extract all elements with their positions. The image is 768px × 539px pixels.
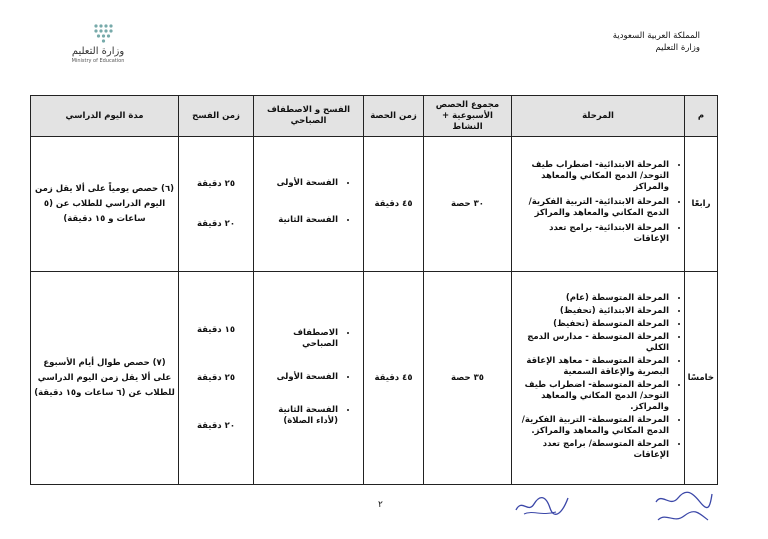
row-number: خامسًا [685,272,718,485]
table-row [31,272,718,485]
break-times-cell [179,272,254,485]
logo-text-en: Ministry of Education [71,58,125,64]
breaks-cell [254,272,364,485]
breaks-cell [254,137,364,272]
list-item: • المرحلة المتوسطة (تحفيظ) [515,319,669,330]
break-time: ٢٥ دقيقة [196,179,236,189]
break-time: ٢٠ دقيقة [196,421,236,431]
stage-cell [512,272,685,485]
list-item: • المرحلة المتوسطة- اضطراب طيف التوحد/ الدمج المكاني والمعاهد والمراكز. [515,380,669,413]
ministry-logo [58,22,138,64]
list-item: • الفسحة الثانية (لأداء الصلاة) [257,405,338,427]
list-item: • المرحلة المتوسطة- التربية الفكرية/ الدمج المكاني والمعاهد والمراكز. [515,415,669,437]
table-header-row [31,96,718,137]
break-time: ٢٥ دقيقة [196,373,236,383]
list-item: • المرحلة المتوسطة/ برامج تعدد الإعاقات [515,439,669,461]
break-times-cell [179,137,254,272]
col-header-stage: المرحلة [512,96,685,137]
list-item: • المرحلة الابتدائية (تحفيظ) [515,306,669,317]
page-number: ٢ [378,500,383,510]
break-time: ٢٠ دقيقة [196,219,236,229]
breaks-list [257,178,360,226]
breaks-list [257,328,360,427]
day-length-cell: (٧) حصص طوال أيام الأسبوع على ألا يقل زمن اليوم الدراسي للطلاب عن (٦ ساعات و١٥ دقيقة) [31,272,179,485]
list-item: • المرحلة الابتدائية- اضطراب طيف التوحد/ الدمج المكاني والمعاهد والمراكز [515,160,669,193]
period-cell: ٤٥ دقيقة [364,137,424,272]
break-time: ١٥ دقيقة [196,325,236,335]
list-item: • الفسحة الثانية [257,215,338,226]
list-item: • الفسحة الأولى [257,372,338,383]
list-item: • المرحلة المتوسطة (عام) [515,293,669,304]
col-header-day-length: مدة اليوم الدراسي [31,96,179,137]
col-header-total: مجموع الحصص الأسبوعية + النشاط [424,96,512,137]
list-item: • الفسحة الأولى [257,178,338,189]
list-item: • المرحلة الابتدائية- التربية الفكرية/ الدمج المكاني والمعاهد والمراكز [515,197,669,219]
list-item: • المرحلة المتوسطة - معاهد الإعاقة البصرية والإعاقة السمعية [515,356,669,378]
col-header-num: م [685,96,718,137]
logo-dots-icon [92,22,116,44]
kingdom-name: المملكة العربية السعودية [612,31,700,41]
period-cell: ٤٥ دقيقة [364,272,424,485]
list-item: • المرحلة المتوسطة - مدارس الدمج الكلي [515,332,669,354]
logo-text-ar: وزارة التعليم [71,46,125,57]
table-row [31,137,718,272]
col-header-breaks: الفسح و الاصطفاف الصباحي [254,96,364,137]
list-item: • المرحلة الابتدائية- برامج تعدد الإعاقات [515,223,669,245]
stage-list [515,293,681,461]
total-cell: ٣٥ حصة [424,272,512,485]
total-cell: ٣٠ حصة [424,137,512,272]
signature-2 [650,488,716,528]
row-number: رابعًا [685,137,718,272]
col-header-break-time: زمن الفسح [179,96,254,137]
stage-cell [512,137,685,272]
list-item: • الاصطفاف الصباحي [257,328,338,350]
ministry-name: وزارة التعليم [655,43,700,53]
signature-1 [512,490,572,518]
col-header-period: زمن الحصة [364,96,424,137]
letterhead [613,30,700,54]
schedule-table [30,95,718,485]
stage-list [515,160,681,245]
day-length-cell: (٦) حصص يومياً على ألا يقل زمن اليوم الدراسي للطلاب عن (٥ ساعات و ١٥ دقيقة) [31,137,179,272]
